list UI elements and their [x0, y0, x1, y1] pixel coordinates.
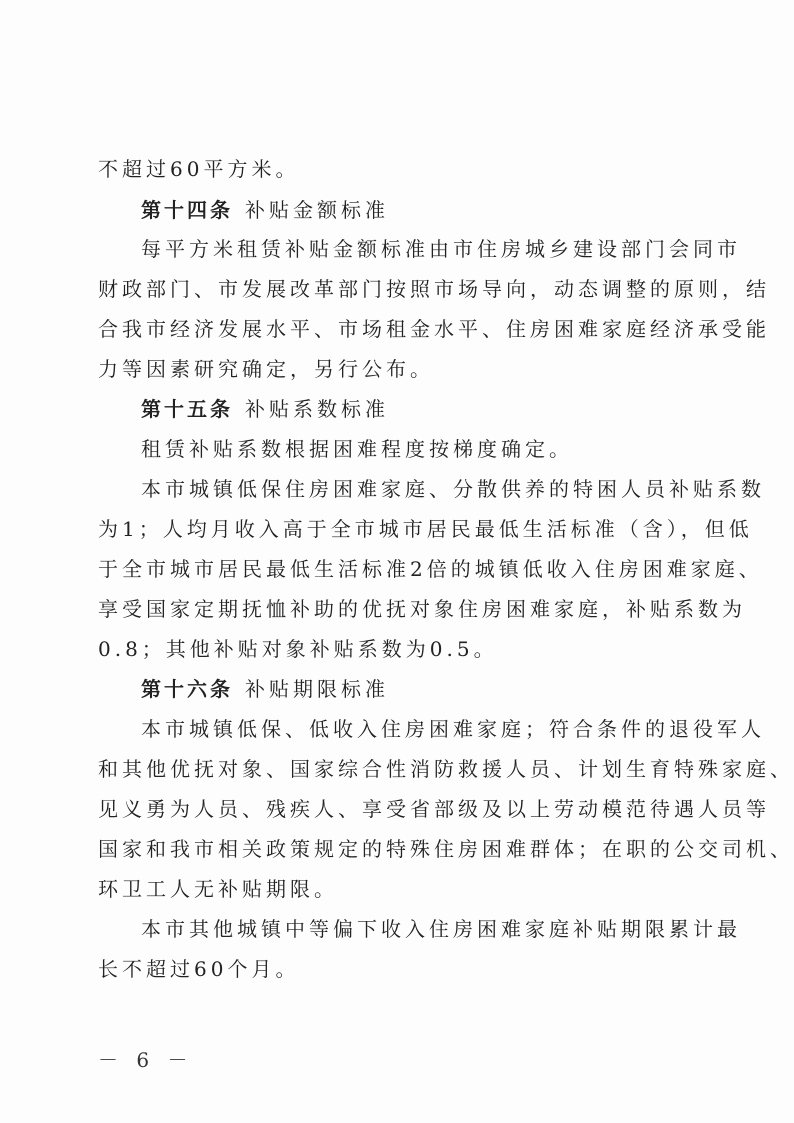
text-line: 力等因素研究确定，另行公布。: [98, 357, 434, 381]
article-16-heading: [141, 675, 794, 703]
text-line: 于全市城市居民最低生活标准2倍的城镇低收入住房困难家庭、: [98, 557, 763, 581]
text-line: 环卫工人无补贴期限。: [98, 877, 338, 901]
page-number: － 6 －: [98, 1048, 194, 1072]
article-14-heading: [141, 196, 794, 224]
article-16-number: 第十六条: [141, 677, 233, 701]
text-line: 不超过60平方米。: [98, 157, 300, 181]
text-line: 国家和我市相关政策规定的特殊住房困难群体；在职的公交司机、: [98, 837, 794, 861]
text-line: 每平方米租赁补贴金额标准由市住房城乡建设部门会同市: [141, 237, 741, 261]
article-15-number: 第十五条: [141, 397, 233, 421]
text-line: 本市其他城镇中等偏下收入住房困难家庭补贴期限累计最: [141, 917, 741, 941]
text-line: 和其他优抚对象、国家综合性消防救援人员、计划生育特殊家庭、: [98, 757, 794, 781]
text-line: 0.8；其他补贴对象补贴系数为0.5。: [98, 637, 498, 661]
article-15-heading: [141, 395, 794, 423]
text-line: 合我市经济发展水平、市场租金水平、住房困难家庭经济承受能: [98, 317, 770, 341]
text-line: 为1；人均月收入高于全市城市居民最低生活标准（含），但低: [98, 517, 753, 541]
text-line: 本市城镇低保、低收入住房困难家庭；符合条件的退役军人: [141, 717, 765, 741]
text-line: 享受国家定期抚恤补助的优抚对象住房困难家庭，补贴系数为: [98, 597, 746, 621]
article-16-title: 补贴期限标准: [245, 677, 389, 701]
article-14-title: 补贴金额标准: [245, 198, 389, 222]
article-15-title: 补贴系数标准: [245, 397, 389, 421]
text-line: 本市城镇低保住房困难家庭、分散供养的特困人员补贴系数: [141, 477, 765, 501]
text-line: 租赁补贴系数根据困难程度按梯度确定。: [141, 437, 573, 461]
text-line: 财政部门、市发展改革部门按照市场导向，动态调整的原则，结: [98, 277, 770, 301]
text-line: 长不超过60个月。: [98, 957, 300, 981]
article-14-number: 第十四条: [141, 198, 233, 222]
text-line: 见义勇为人员、残疾人、享受省部级及以上劳动模范待遇人员等: [98, 797, 770, 821]
